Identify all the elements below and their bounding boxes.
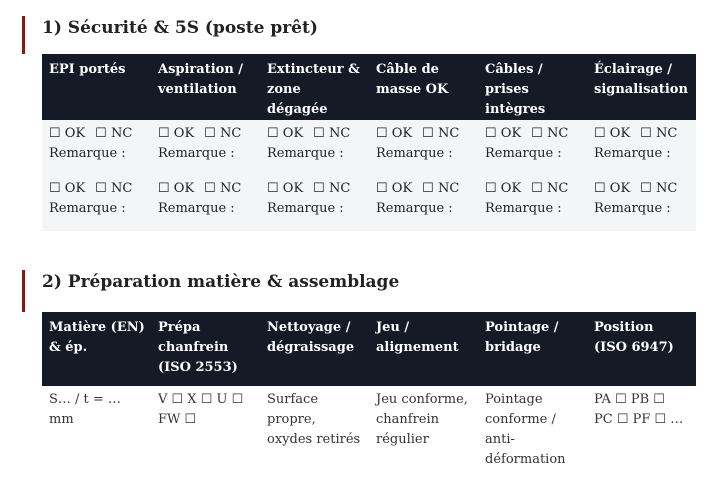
remark-field[interactable]: Remarque : [267, 146, 344, 161]
header-nettoyage: Nettoyage / dégraissage [260, 312, 369, 386]
section-preparation [22, 270, 696, 470]
check-cell-cable-masse [369, 175, 478, 231]
check-cell-extincteur [260, 175, 369, 231]
pointage-cell: Pointage conforme / anti-déformation [478, 386, 587, 470]
ok-nc-checkboxes [594, 124, 690, 144]
remark-field[interactable]: Remarque : [267, 201, 344, 216]
header-matiere: Matière (EN) & ép. [42, 312, 151, 386]
position-cell [587, 386, 696, 470]
nc-checkbox[interactable]: ☐ NC [313, 181, 351, 196]
nc-checkbox[interactable]: ☐ NC [422, 126, 460, 141]
ok-checkbox[interactable]: ☐ OK [485, 181, 522, 196]
ok-nc-checkboxes [376, 124, 472, 144]
header-position: Position (ISO 6947) [587, 312, 696, 386]
header-prepa-chanfrein: Prépa chanfrein (ISO 2553) [151, 312, 260, 386]
ok-nc-checkboxes [49, 124, 145, 144]
nettoyage-cell: Surface propre, oxydes retirés [260, 386, 369, 470]
check-cell-cable-masse [369, 120, 478, 175]
check-cell-aspiration [151, 175, 260, 231]
ok-nc-checkboxes [158, 124, 254, 144]
ok-nc-checkboxes [485, 179, 581, 199]
jeu-cell: Jeu conforme, chanfrein régulier [369, 386, 478, 470]
nc-checkbox[interactable]: ☐ NC [204, 181, 242, 196]
remark-field[interactable]: Remarque : [158, 201, 235, 216]
ok-nc-checkboxes [594, 179, 690, 199]
section-title: 2) Préparation matière & assemblage [22, 270, 696, 312]
check-cell-extincteur [260, 120, 369, 175]
section-title: 1) Sécurité & 5S (poste prêt) [22, 16, 696, 54]
ok-checkbox[interactable]: ☐ OK [267, 126, 304, 141]
remark-field[interactable]: Remarque : [485, 201, 562, 216]
nc-checkbox[interactable]: ☐ NC [95, 181, 133, 196]
remark-field[interactable]: Remarque : [376, 146, 453, 161]
ok-nc-checkboxes [376, 179, 472, 199]
securite-table [42, 54, 696, 231]
section-securite [22, 16, 696, 231]
remark-field[interactable]: Remarque : [485, 146, 562, 161]
nc-checkbox[interactable]: ☐ NC [313, 126, 351, 141]
header-cables-prises: Câbles / prises intègres [478, 54, 587, 120]
remark-field[interactable]: Remarque : [594, 201, 671, 216]
prepa-options-line2[interactable]: FW ☐ [158, 412, 197, 427]
ok-checkbox[interactable]: ☐ OK [49, 126, 86, 141]
check-cell-eclairage [587, 175, 696, 231]
header-eclairage: Éclairage / signalisation [587, 54, 696, 120]
header-epi: EPI portés [42, 54, 151, 120]
table-header-row [42, 54, 696, 120]
ok-checkbox[interactable]: ☐ OK [267, 181, 304, 196]
remark-field[interactable]: Remarque : [49, 201, 126, 216]
ok-nc-checkboxes [267, 124, 363, 144]
header-pointage: Pointage / bridage [478, 312, 587, 386]
remark-field[interactable]: Remarque : [49, 146, 126, 161]
ok-nc-checkboxes [158, 179, 254, 199]
check-cell-epi [42, 120, 151, 175]
nc-checkbox[interactable]: ☐ NC [531, 181, 569, 196]
ok-checkbox[interactable]: ☐ OK [594, 126, 631, 141]
remark-field[interactable]: Remarque : [158, 146, 235, 161]
header-aspiration: Aspiration / ventilation [151, 54, 260, 120]
ok-checkbox[interactable]: ☐ OK [594, 181, 631, 196]
nc-checkbox[interactable]: ☐ NC [422, 181, 460, 196]
nc-checkbox[interactable]: ☐ NC [640, 126, 678, 141]
check-cell-cables-prises [478, 175, 587, 231]
table-header-row [42, 312, 696, 386]
ok-checkbox[interactable]: ☐ OK [158, 126, 195, 141]
ok-nc-checkboxes [485, 124, 581, 144]
ok-checkbox[interactable]: ☐ OK [376, 126, 413, 141]
prepa-chanfrein-cell [151, 386, 260, 470]
ok-nc-checkboxes [267, 179, 363, 199]
ok-checkbox[interactable]: ☐ OK [376, 181, 413, 196]
ok-checkbox[interactable]: ☐ OK [158, 181, 195, 196]
header-cable-masse: Câble de masse OK [369, 54, 478, 120]
nc-checkbox[interactable]: ☐ NC [95, 126, 133, 141]
ok-checkbox[interactable]: ☐ OK [485, 126, 522, 141]
check-cell-epi [42, 175, 151, 231]
ok-nc-checkboxes [49, 179, 145, 199]
ok-checkbox[interactable]: ☐ OK [49, 181, 86, 196]
header-extincteur: Extincteur & zone dégagée [260, 54, 369, 120]
table-row [42, 120, 696, 175]
nc-checkbox[interactable]: ☐ NC [204, 126, 242, 141]
table-row [42, 175, 696, 231]
table-row [42, 386, 696, 470]
check-cell-cables-prises [478, 120, 587, 175]
nc-checkbox[interactable]: ☐ NC [531, 126, 569, 141]
matiere-cell[interactable]: S… / t = … mm [42, 386, 151, 470]
position-options-line2[interactable]: PC ☐ PF ☐ … [594, 412, 684, 427]
position-options-line1[interactable]: PA ☐ PB ☐ [594, 392, 665, 407]
preparation-table [42, 312, 696, 470]
prepa-options-line1[interactable]: V ☐ X ☐ U ☐ [158, 392, 244, 407]
remark-field[interactable]: Remarque : [594, 146, 671, 161]
nc-checkbox[interactable]: ☐ NC [640, 181, 678, 196]
check-cell-aspiration [151, 120, 260, 175]
check-cell-eclairage [587, 120, 696, 175]
remark-field[interactable]: Remarque : [376, 201, 453, 216]
header-jeu: Jeu / alignement [369, 312, 478, 386]
